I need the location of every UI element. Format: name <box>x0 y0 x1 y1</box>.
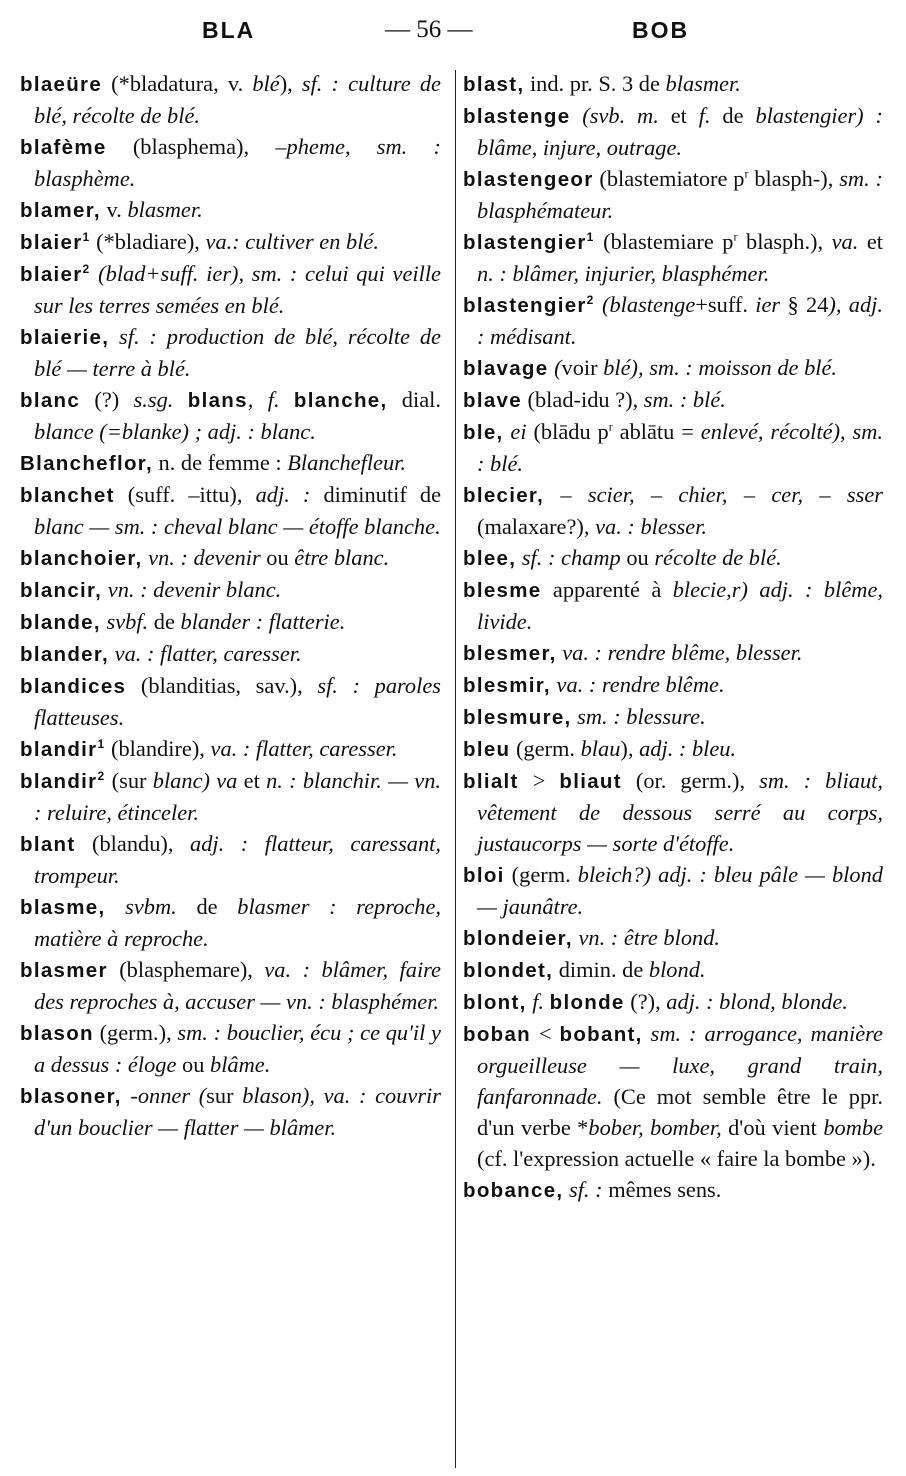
dictionary-entry: blancir, vn. : devenir blanc. <box>20 577 282 602</box>
right-column <box>463 68 883 1206</box>
dictionary-entry: blastengier$^2$ (blastenge+suff. ier § 24), adj. : médisant. <box>463 292 883 349</box>
dictionary-entry: blaeüre (*bladatura, v. blé), sf. : culture de blé, récolte de blé. <box>20 71 441 128</box>
dictionary-entry: blastenge (svb. m. et f. de blastengier) : blâme, injure, outrage. <box>463 103 883 160</box>
dictionary-entry: blande, svbf. de blander : flatterie. <box>20 609 346 634</box>
dictionary-entry: bloi (germ. bleich?) adj. : bleu pâle — blond — jaunâtre. <box>463 862 883 919</box>
dictionary-entry: blaierie, sf. : production de blé, récolte de blé — terre à blé. <box>20 324 441 381</box>
dictionary-entry: blasme, svbm. de blasmer : reproche, matière à reproche. <box>20 894 441 951</box>
header-right-guide-word: BOB <box>632 17 690 43</box>
dictionary-entry: Blancheflor, n. de femme : Blanchefleur. <box>20 450 407 475</box>
dictionary-entry: ble, ei (blādu $p^r$ ablātu = enlevé, récolté), sm. : blé. <box>463 419 883 476</box>
dictionary-entry: boban < bobant, sm. : arrogance, manière orgueilleuse — luxe, grand train, fanfaronnade. (Ce mot semble être le ppr. d'un verbe *bober, bomber, d'où vient bombe (cf. l'expression actuelle « faire la bombe »). <box>463 1021 884 1171</box>
dictionary-entry: blanchoier, vn. : devenir ou être blanc. <box>20 545 390 570</box>
dictionary-entry: blesme apparenté à blecie,r) adj. : blême, livide. <box>463 577 883 634</box>
dictionary-entry: blaier$^1$ (*bladiare), va.: cultiver en blé. <box>20 229 379 254</box>
dictionary-entry: bobance, sf. : mêmes sens. <box>463 1177 722 1202</box>
dictionary-entry: blavage (voir blé), sm. : moisson de blé. <box>463 355 838 380</box>
dictionary-entry: blander, va. : flatter, caresser. <box>20 641 302 666</box>
column-divider <box>455 70 456 1468</box>
dictionary-entry: blandices (blanditias, sav.), sf. : paroles flatteuses. <box>20 673 441 730</box>
dictionary-entry: blave (blad-idu ?), sm. : blé. <box>463 387 726 412</box>
dictionary-entry: blondeier, vn. : être blond. <box>463 925 720 950</box>
page-header <box>0 14 906 50</box>
left-column <box>20 68 441 1143</box>
dictionary-entry: blanc (?) s.sg. blans, f. blanche, dial. blance (=blanke) ; adj. : blanc. <box>20 387 441 444</box>
dictionary-entry: blont, f. blonde (?), adj. : blond, blonde. <box>463 989 848 1014</box>
dictionary-entry: blastengier$^1$ (blastemiare $p^r$ blasph.), va. et n. : blâmer, injurier, blasphémer. <box>463 229 883 286</box>
dictionary-entry: blondet, dimin. de blond. <box>463 957 706 982</box>
header-left-guide-word: BLA <box>202 17 256 43</box>
dictionary-entry: blesmir, va. : rendre blême. <box>463 672 725 697</box>
dictionary-entry: blecier, – scier, – chier, – cer, – sser (malaxare?), va. : blesser. <box>463 482 884 539</box>
dictionary-entry: blesmure, sm. : blessure. <box>463 704 706 729</box>
dictionary-entry: blesmer, va. : rendre blême, blesser. <box>463 640 803 665</box>
dictionary-entry: blastengeor (blastemiatore $p^r$ blasph-), sm. : blasphémateur. <box>463 166 883 223</box>
dictionary-entry: blafème (blasphema), –pheme, sm. : blasphème. <box>20 134 441 191</box>
dictionary-entry: blast, ind. pr. S. 3 de blasmer. <box>463 71 741 96</box>
dictionary-entry: blandir$^2$ (sur blanc) va et n. : blanchir. — vn. : reluire, étinceler. <box>20 768 441 825</box>
dictionary-entry: blialt > bliaut (or. germ.), sm. : bliaut, vêtement de dessous serré au corps, justaucorps — sorte d'étoffe. <box>463 768 884 856</box>
dictionary-entry: blaier$^2$ (blad+suff. ier), sm. : celui qui veille sur les terres semées en blé. <box>20 261 441 318</box>
dictionary-entry: blee, sf. : champ ou récolte de blé. <box>463 545 782 570</box>
dictionary-entry: bleu (germ. blau), adj. : bleu. <box>463 736 737 761</box>
dictionary-entry: blanchet (suff. –ittu), adj. : diminutif de blanc — sm. : cheval blanc — étoffe blanche. <box>20 482 442 539</box>
page-number: — 56 — <box>385 16 473 43</box>
dictionary-entry: blant (blandu), adj. : flatteur, caressant, trompeur. <box>20 831 441 888</box>
dictionary-entry: blasoner, -onner (sur blason), va. : couvrir d'un bouclier — flatter — blâmer. <box>20 1083 441 1140</box>
dictionary-entry: blason (germ.), sm. : bouclier, écu ; ce qu'il y a dessus : éloge ou blâme. <box>20 1020 441 1077</box>
dictionary-entry: blamer, v. blasmer. <box>20 197 203 222</box>
dictionary-entry: blasmer (blasphemare), va. : blâmer, faire des reproches à, accuser — vn. : blasphémer. <box>20 957 441 1014</box>
dictionary-entry: blandir$^1$ (blandire), va. : flatter, caresser. <box>20 736 398 761</box>
